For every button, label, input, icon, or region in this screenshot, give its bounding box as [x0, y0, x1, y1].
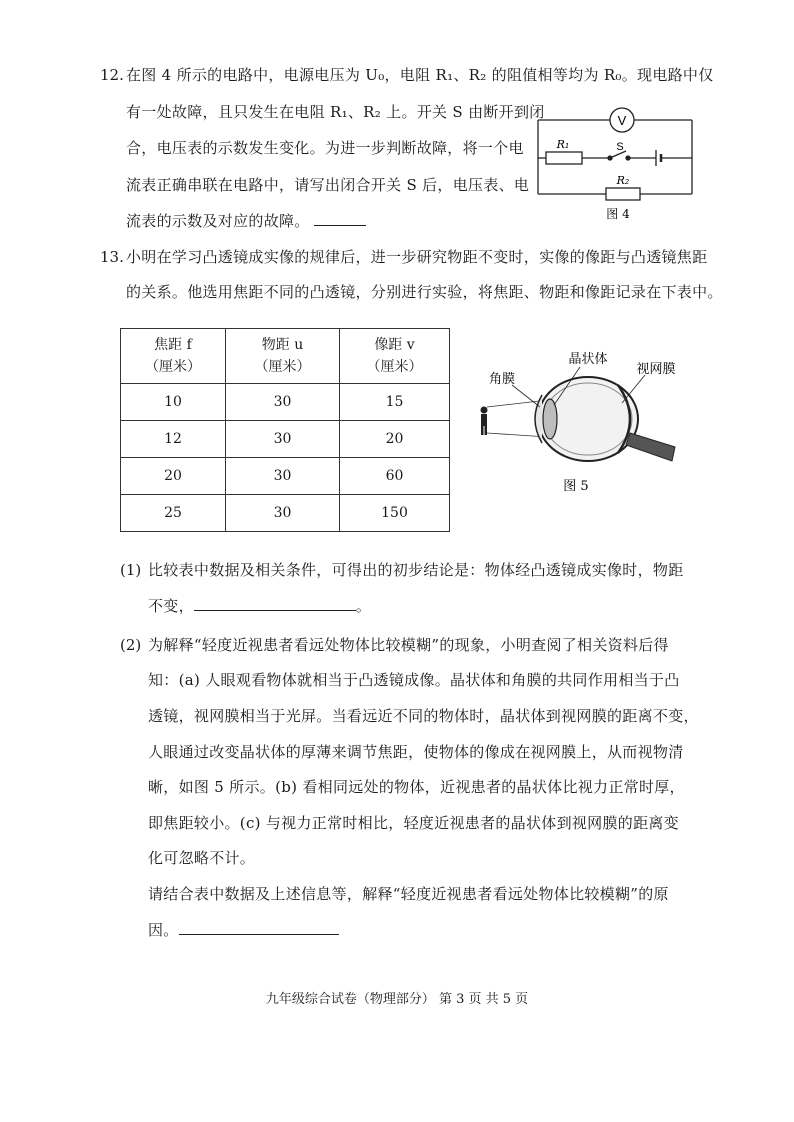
q12-answer-blank[interactable]	[314, 209, 366, 226]
table-cell: 30	[226, 384, 340, 421]
q12-text-line2: 有一处故障，且只发生在电阻 R₁、R₂ 上。开关 S 由断开到闭	[126, 103, 545, 121]
part1-line1: 比较表中数据及相关条件，可得出的初步结论是：物体经凸透镜成实像时，物距	[148, 561, 684, 579]
lens-label: 晶状体	[568, 352, 608, 367]
q12-text-line3: 合，电压表的示数发生变化。为进一步判断故障，将一个电	[126, 139, 524, 157]
part2-answer-blank[interactable]	[179, 918, 339, 935]
figure-4-caption: 图 4	[606, 207, 630, 221]
person-icon	[481, 407, 488, 436]
part2-line6: 即焦距较小。(c) 与视力正常时相比，轻度近视患者的晶状体到视网膜的距离变	[148, 814, 679, 832]
table-cell: 60	[340, 458, 450, 495]
part2-line2: 知：(a) 人眼观看物体就相当于凸透镜成像。晶状体和角膜的共同作用相当于凸	[148, 671, 680, 689]
part1-line2-text: 不变，	[148, 597, 194, 615]
part2-line7: 化可忽略不计。	[148, 849, 256, 867]
eye-diagram	[470, 345, 690, 505]
part1-answer-blank[interactable]	[194, 594, 356, 611]
cornea-label: 角膜	[488, 372, 516, 387]
header-object-distance: 物距 u （厘米）	[226, 329, 340, 384]
q12-line5-text: 流表的示数及对应的故障。	[126, 212, 310, 230]
figure-5-caption: 图 5	[563, 479, 589, 494]
part2-line9-text: 因。	[148, 921, 179, 939]
table-cell: 25	[121, 495, 226, 532]
part2-line5: 晰，如图 5 所示。(b) 看相同远处的物体，近视患者的晶状体比视力正常时厚，	[148, 778, 685, 796]
retina-label: 视网膜	[636, 362, 676, 377]
table-cell: 20	[121, 458, 226, 495]
table-cell: 12	[121, 421, 226, 458]
table-row	[121, 421, 450, 458]
resistor-r2-symbol	[606, 188, 640, 200]
table-row	[121, 384, 450, 421]
table-cell: 10	[121, 384, 226, 421]
q12-text-line5	[126, 209, 366, 232]
table-row	[121, 495, 450, 532]
header-focal-length: 焦距 f （厘米）	[121, 329, 226, 384]
table-cell: 30	[226, 495, 340, 532]
question-13-number: 13.	[100, 248, 124, 266]
part1-line2	[148, 594, 371, 617]
part2-line9	[148, 918, 339, 941]
crystalline-lens	[543, 399, 557, 439]
r2-label: R₂	[616, 174, 630, 187]
switch-label: S	[616, 141, 624, 153]
header-image-distance: 像距 v （厘米）	[340, 329, 450, 384]
optic-nerve	[626, 433, 675, 461]
lens-data-table	[120, 328, 450, 532]
circuit-diagram	[530, 100, 705, 230]
q13-text-line1: 小明在学习凸透镜成实像的规律后，进一步研究物距不变时，实像的像距与凸透镜焦距	[126, 248, 708, 266]
question-12-number: 12.	[100, 66, 124, 84]
part2-line4: 人眼通过改变晶状体的厚薄来调节焦距，使物体的像成在视网膜上，从而视物清	[148, 743, 684, 761]
part-2-number: (2)	[120, 636, 142, 654]
part2-line1: 为解释“轻度近视患者看远处物体比较模糊”的现象，小明查阅了相关资料后得	[148, 636, 669, 654]
part2-line8: 请结合表中数据及上述信息等，解释“轻度近视患者看远处物体比较模糊”的原	[148, 885, 669, 903]
q12-text-line1: 在图 4 所示的电路中，电源电压为 U₀，电阻 R₁、R₂ 的阻值相等均为 R₀。现电路中仅	[126, 66, 714, 84]
page-footer: 九年级综合试卷（物理部分） 第 3 页 共 5 页	[265, 992, 529, 1007]
table-cell: 15	[340, 384, 450, 421]
part-1-number: (1)	[120, 561, 142, 579]
r1-label: R₁	[556, 138, 570, 151]
part2-line3: 透镜，视网膜相当于光屏。当看远近不同的物体时，晶状体到视网膜的距离不变，	[148, 707, 699, 725]
table-row	[121, 458, 450, 495]
table-cell: 30	[226, 458, 340, 495]
table-header-row	[121, 329, 450, 384]
voltmeter-label: V	[617, 113, 627, 128]
q13-text-line2: 的关系。他选用焦距不同的凸透镜，分别进行实验，将焦距、物距和像距记录在下表中。	[126, 283, 723, 301]
table-cell: 30	[226, 421, 340, 458]
table-cell: 20	[340, 421, 450, 458]
cornea	[535, 395, 542, 443]
q12-text-line4: 流表正确串联在电路中，请写出闭合开关 S 后，电压表、电	[126, 176, 530, 194]
table-cell: 150	[340, 495, 450, 532]
resistor-r1-symbol	[546, 152, 582, 164]
part1-end: 。	[355, 597, 372, 615]
